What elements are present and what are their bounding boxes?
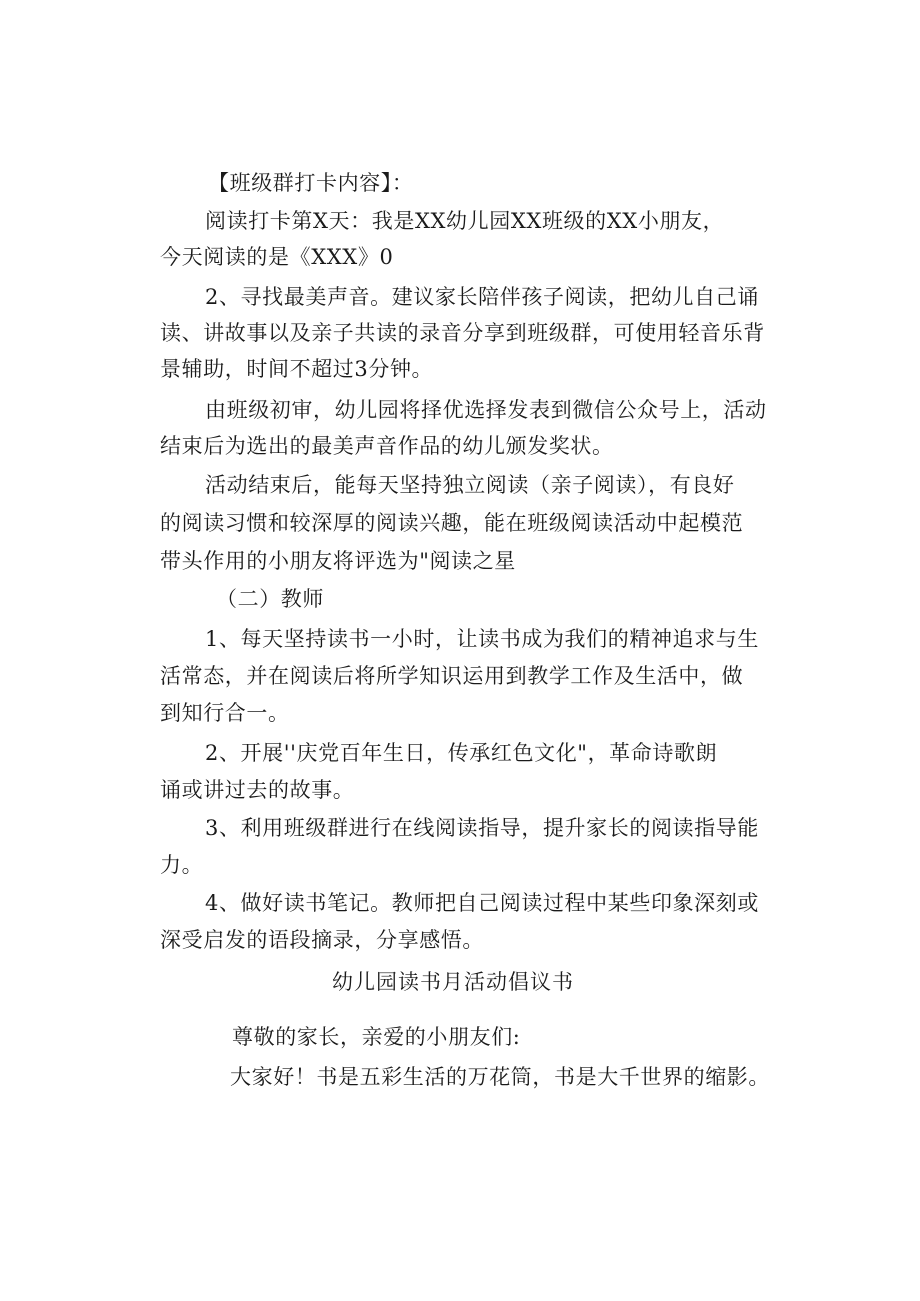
checkin-heading: 【班级群打卡内容】： (208, 171, 414, 195)
teacher-item2-line-2: 诵或讲过去的故事。 (160, 778, 355, 802)
checkin-line-2: 今天阅读的是《XXX》0 (160, 245, 394, 269)
teacher-item4-line-2: 深受启发的语段摘录，分享感悟。 (160, 928, 484, 952)
teacher-item4-line-1: 4、做好读书笔记。教师把自己阅读过程中某些印象深刻或 (205, 891, 759, 915)
review-line-2: 结束后为选出的最美声音作品的幼儿颁发奖状。 (160, 434, 614, 458)
teacher-item1-line-2: 活常态，并在阅读后将所学知识运用到教学工作及生活中，做 (160, 664, 744, 688)
proposal-title: 幼儿园读书月活动倡议书 (332, 970, 574, 994)
teacher-item3-line-1: 3、利用班级群进行在线阅读指导，提升家长的阅读指导能 (205, 816, 759, 840)
greeting: 尊敬的家长，亲爱的小朋友们: (232, 1025, 521, 1049)
star-line-3: 带头作用的小朋友将评选为"阅读之星 (160, 549, 516, 573)
review-line-1: 由班级初审，幼儿园将择优选择发表到微信公众号上，活动 (205, 398, 767, 422)
star-line-2: 的阅读习惯和较深厚的阅读兴趣，能在班级阅读活动中起模范 (160, 511, 744, 535)
teacher-item3-line-2: 力。 (160, 853, 204, 877)
teacher-heading: （二）教师 (216, 587, 324, 611)
item2-line-3: 景辅助，时间不超过3分钟。 (160, 357, 434, 381)
checkin-line-1: 阅读打卡第X天：我是XX幼儿园XX班级的XX小朋友， (205, 209, 725, 233)
item2-line-1: 2、寻找最美声音。建议家长陪伴孩子阅读，把幼儿自己诵 (205, 285, 759, 309)
teacher-item1-line-3: 到知行合一。 (160, 701, 290, 725)
teacher-item2-line-1: 2、开展''庆党百年生日，传承红色文化"，革命诗歌朗 (205, 741, 718, 765)
item2-line-2: 读、讲故事以及亲子共读的录音分享到班级群，可使用轻音乐背 (160, 321, 765, 345)
star-line-1: 活动结束后，能每天坚持独立阅读（亲子阅读），有良好 (205, 473, 735, 497)
teacher-item1-line-1: 1、每天坚持读书一小时，让读书成为我们的精神追求与生 (205, 627, 759, 651)
opening-paragraph: 大家好！书是五彩生活的万花筒，书是大千世界的缩影。 (230, 1065, 770, 1089)
